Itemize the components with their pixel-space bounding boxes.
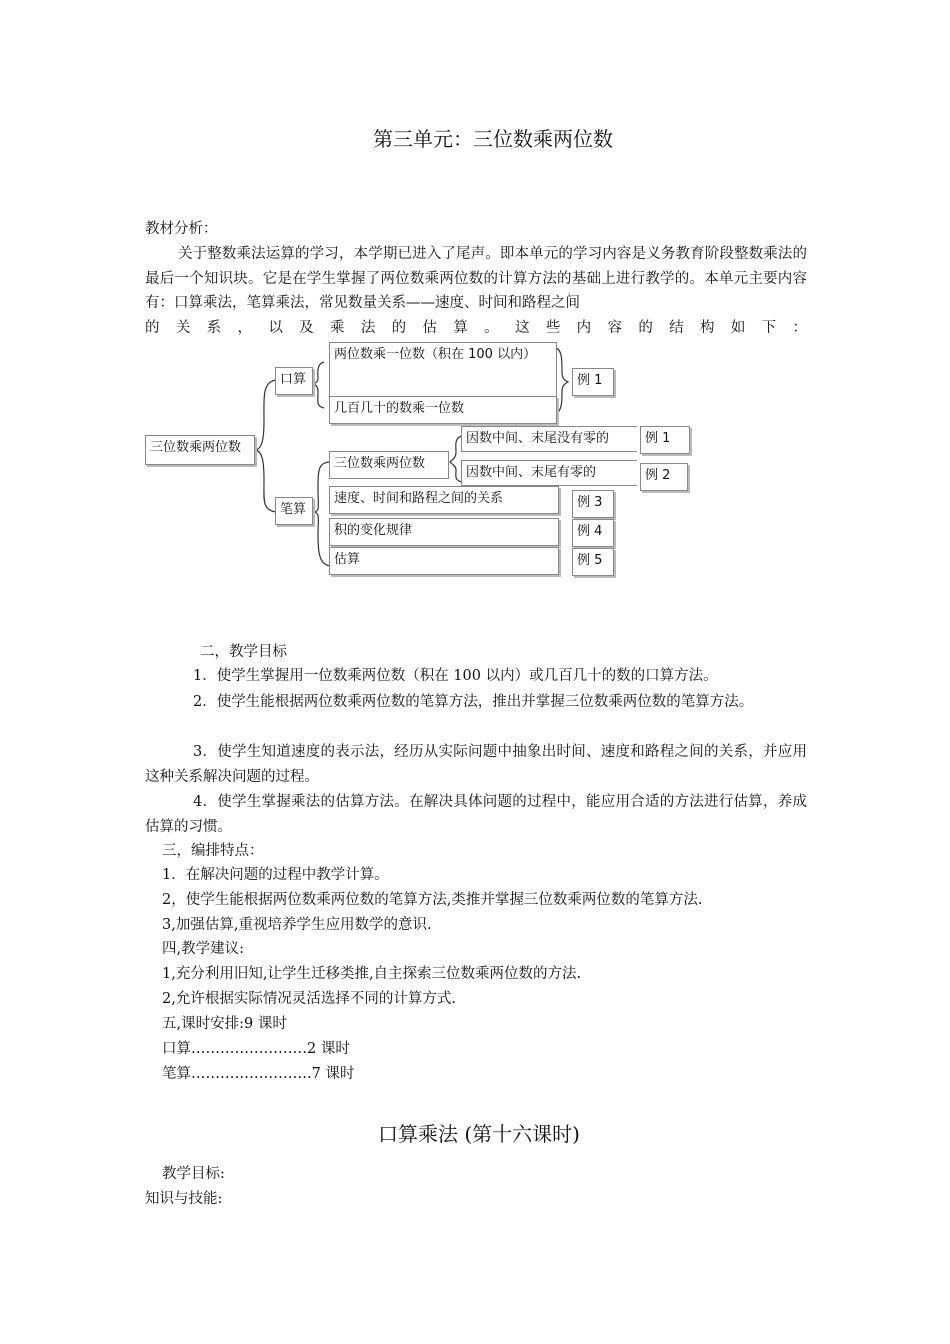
- diagram-written-example-1: 例 3: [572, 490, 614, 518]
- diagram-written-main: 三位数乘两位数: [329, 451, 449, 479]
- goal-item-1: 1．使学生掌握用一位数乘两位数（积在 100 以内）或几百几十的数的口算方法。: [193, 668, 718, 684]
- analysis-last-line: 的关系，以及乘法的估算。这些内容的结构如下：: [145, 320, 807, 336]
- diagram-written-item-2: 积的变化规律: [329, 518, 559, 546]
- goal-item-2: 2．使学生能根据两位数乘两位数的笔算方法，推出并掌握三位数乘两位数的笔算方法。: [193, 694, 754, 710]
- diagram-sub-item-1: 因数中间、末尾没有零的: [461, 426, 637, 452]
- diagram-written-item-1: 速度、时间和路程之间的关系: [329, 486, 559, 514]
- lesson-goal-heading: 教学目标:: [162, 1166, 225, 1182]
- suggestions-heading: 四,教学建议:: [162, 941, 244, 957]
- goal-item-4: 4．使学生掌握乘法的估算方法。在解决具体问题的过程中，能应用合适的方法进行估算，养成估算的习惯。: [145, 794, 807, 835]
- diagram-written-example-3: 例 5: [572, 548, 614, 576]
- feature-item-3: 3,加强估算,重视培养学生应用数学的意识.: [162, 917, 432, 933]
- feature-item-2: 2，使学生能根据两位数乘两位数的笔算方法,类推并掌握三位数乘两位数的笔算方法.: [162, 892, 703, 908]
- diagram-written-item-3: 估算: [329, 547, 559, 575]
- diagram-sub-item-2: 因数中间、末尾有零的: [461, 460, 637, 486]
- diagram-oral-item-1: 两位数乘一位数（积在 100 以内）: [329, 342, 557, 370]
- diagram-sub-example-2: 例 2: [640, 463, 688, 491]
- diagram-sub-example-1: 例 1: [640, 426, 690, 454]
- feature-item-1: 1．在解决问题的过程中教学计算。: [162, 867, 389, 883]
- diagram-written-example-2: 例 4: [572, 519, 614, 547]
- schedule-item-written: 笔算…………………….7 课时: [162, 1066, 355, 1082]
- suggestion-item-2: 2,允许根据实际情况灵活选择不同的计算方式.: [162, 991, 456, 1007]
- diagram-root: 三位数乘两位数: [145, 435, 255, 465]
- diagram-oral-example: 例 1: [572, 368, 614, 396]
- lesson-skill-heading: 知识与技能:: [145, 1191, 223, 1207]
- goal-item-3: 3．使学生知道速度的表示法，经历从实际问题中抽象出时间、速度和路程之间的关系，并应用这种关系解决问题的过程。: [145, 744, 807, 785]
- features-heading: 三，编排特点：: [162, 843, 264, 859]
- goals-heading: 二，教学目标: [200, 644, 287, 660]
- diagram-oral-spacer: [329, 368, 557, 396]
- schedule-item-oral: 口算……………………2 课时: [162, 1041, 350, 1057]
- diagram-oral-item-2: 几百几十的数乘一位数: [329, 396, 557, 424]
- suggestion-item-1: 1,充分利用旧知,让学生迁移类推,自主探索三位数乘两位数的方法.: [162, 966, 582, 982]
- lesson-title: 口算乘法 (第十六课时): [378, 1122, 580, 1146]
- analysis-heading: 教材分析：: [145, 221, 218, 237]
- schedule-heading: 五,课时安排:9 课时: [162, 1016, 287, 1032]
- diagram-written: 笔算: [275, 497, 313, 525]
- unit-title: 第三单元：三位数乘两位数: [373, 127, 613, 151]
- analysis-paragraph: 关于整数乘法运算的学习，本学期已进入了尾声。即本单元的学习内容是义务教育阶段整数乘法的最后一个知识块。它是在学生掌握了两位数乘两位数的计算方法的基础上进行教学的。本单元主要内容有：口算乘法，笔算乘法，常见数量关系——速度、时间和路程之间: [145, 246, 807, 311]
- diagram-oral: 口算: [275, 367, 313, 395]
